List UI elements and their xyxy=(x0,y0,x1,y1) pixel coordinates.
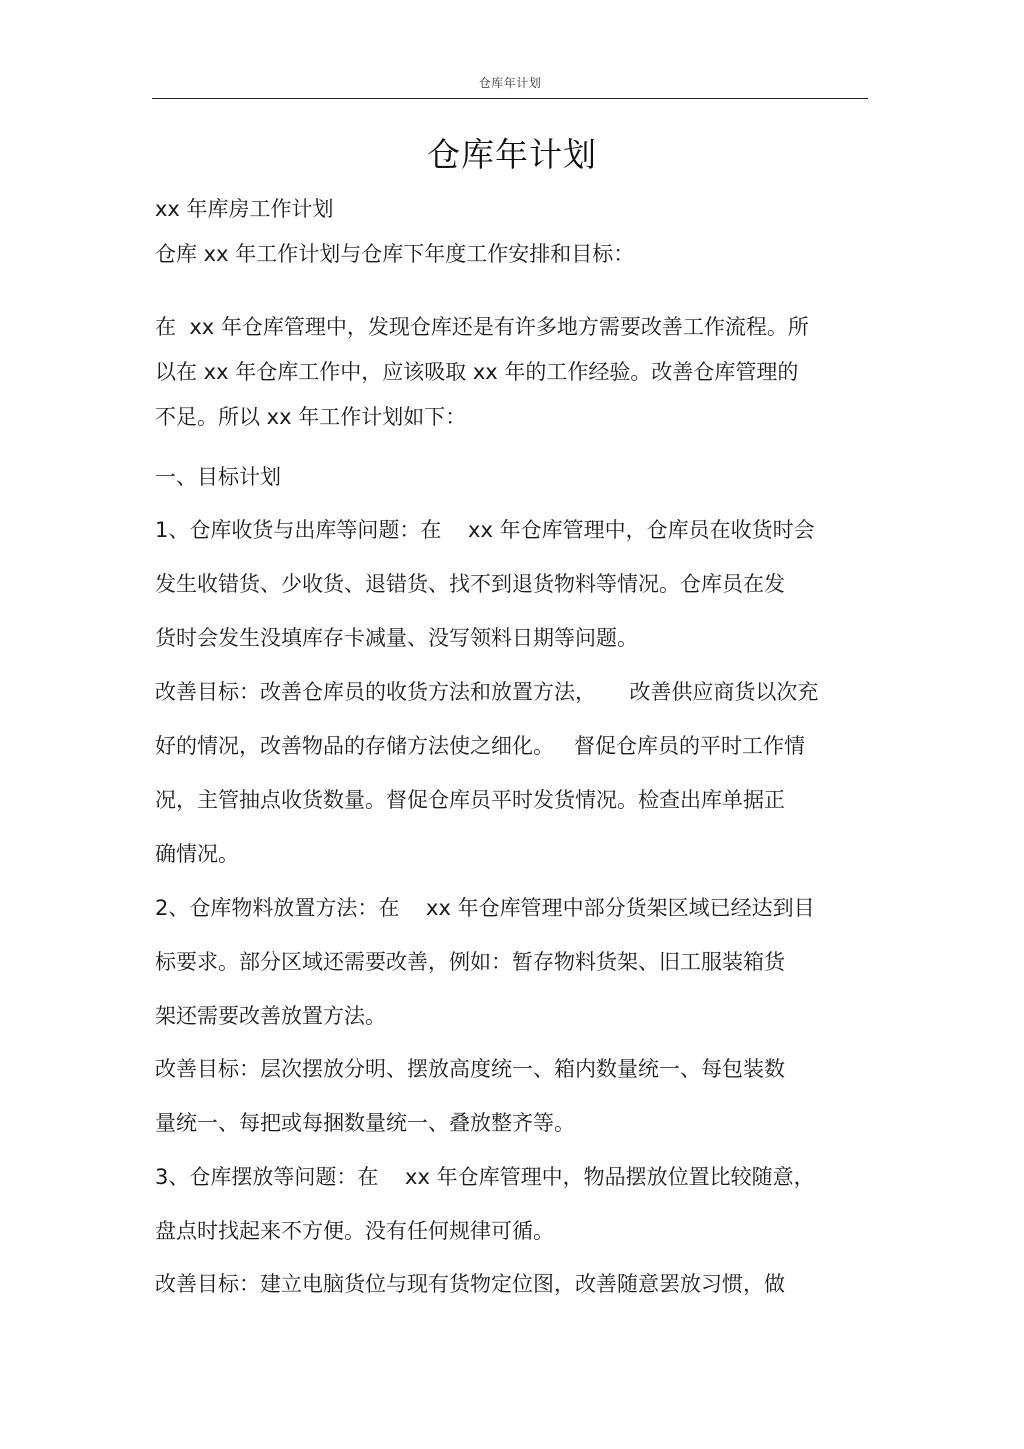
paragraph-line: 量统一、每把或每捆数量统一、叠放整齐等。 xyxy=(155,1111,575,1135)
paragraph-line: 3、仓库摆放等问题：在 xx 年仓库管理中，物品摆放位置比较随意， xyxy=(155,1165,815,1189)
paragraph-line: 况，主管抽点收货数量。督促仓库员平时发货情况。检查出库单据正 xyxy=(155,788,785,812)
paragraph-line: 不足。所以 xx 年工作计划如下： xyxy=(155,405,467,429)
paragraph-line: 确情况。 xyxy=(155,842,239,866)
document-title: 仓库年计划 xyxy=(427,135,597,174)
page-header xyxy=(152,0,868,100)
section-heading: 一、目标计划 xyxy=(155,465,281,489)
paragraph-line: 改善目标：改善仓库员的收货方法和放置方法， 改善供应商货以次充 xyxy=(155,680,819,704)
header-divider xyxy=(152,98,868,99)
paragraph-line: 盘点时找起来不方便。没有任何规律可循。 xyxy=(155,1219,554,1243)
item-2-problem xyxy=(155,881,855,1043)
item-1-problem xyxy=(155,503,855,665)
paragraph-line: 改善目标：层次摆放分明、摆放高度统一、箱内数量统一、每包装数 xyxy=(155,1057,785,1081)
paragraph-line: 以在 xx 年仓库工作中，应该吸取 xx 年的工作经验。改善仓库管理的 xyxy=(155,360,799,384)
paragraph-line: 架还需要改善放置方法。 xyxy=(155,1004,386,1028)
paragraph-line: 2、仓库物料放置方法：在 xx 年仓库管理中部分货架区域已经达到目 xyxy=(155,896,815,920)
opening-paragraph xyxy=(155,305,855,440)
paragraph-line: 标要求。部分区域还需要改善，例如：暂存物料货架、旧工服装箱货 xyxy=(155,950,785,974)
lead-line: 仓库 xx 年工作计划与仓库下年度工作安排和目标： xyxy=(155,242,635,266)
paragraph-line: 好的情况，改善物品的存储方法使之细化。 督促仓库员的平时工作情 xyxy=(155,734,806,758)
item-2-goal xyxy=(155,1042,855,1150)
section-heading-block xyxy=(155,455,855,500)
item-3-problem xyxy=(155,1150,855,1258)
item-3-goal xyxy=(155,1257,855,1311)
paragraph-line: 货时会发生没填库存卡减量、没写领料日期等问题。 xyxy=(155,626,638,650)
paragraph-line: 1、仓库收货与出库等问题：在 xx 年仓库管理中，仓库员在收货时会 xyxy=(155,518,815,542)
running-header-title: 仓库年计划 xyxy=(478,76,542,90)
subtitle-line: xx 年库房工作计划 xyxy=(155,197,334,221)
paragraph-line: 发生收错货、少收货、退错货、找不到退货物料等情况。仓库员在发 xyxy=(155,572,785,596)
intro-block xyxy=(155,187,855,277)
paragraph-line: 改善目标：建立电脑货位与现有货物定位图，改善随意罢放习惯，做 xyxy=(155,1272,785,1296)
paragraph-line: 在 xx 年仓库管理中，发现仓库还是有许多地方需要改善工作流程。所 xyxy=(155,315,809,339)
item-1-goal xyxy=(155,665,855,881)
